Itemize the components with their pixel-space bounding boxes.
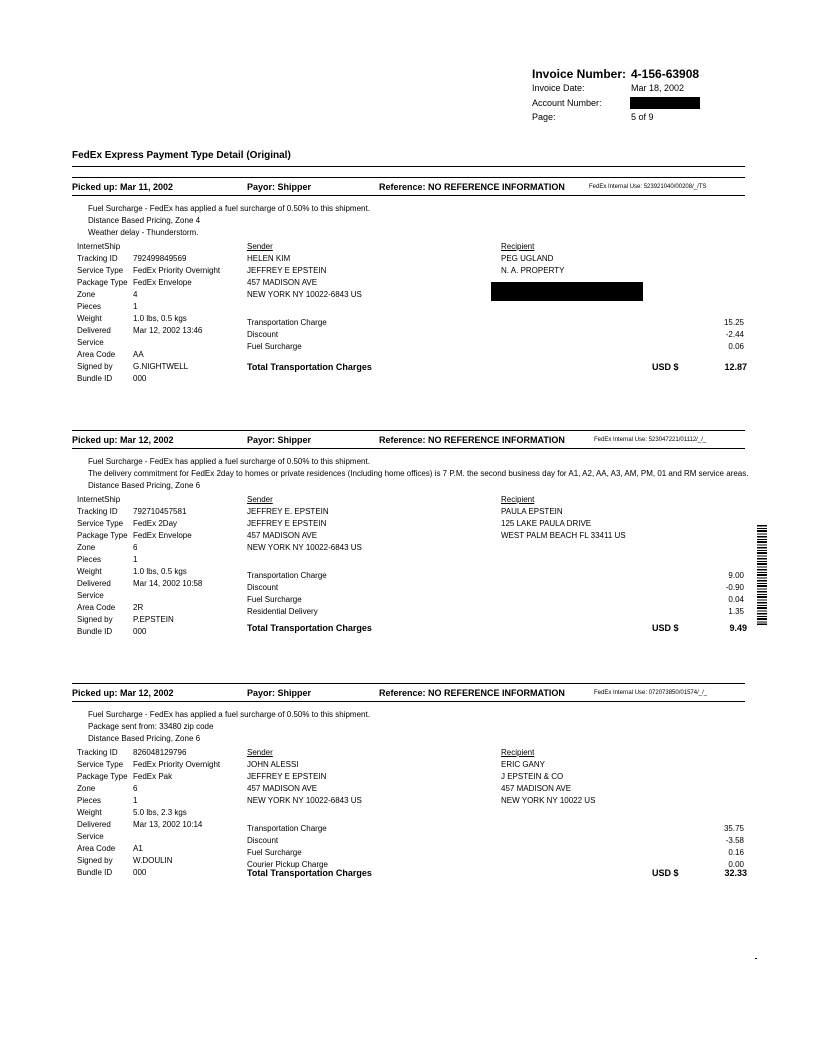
total-amount: 32.33	[724, 868, 747, 878]
charge-amount: 0.04	[728, 595, 744, 604]
detail-label: Weight	[77, 567, 102, 576]
shipment-note: Distance Based Pricing, Zone 6	[88, 481, 201, 490]
shipment-note: Distance Based Pricing, Zone 4	[88, 216, 201, 225]
charge-label: Discount	[247, 330, 279, 339]
charge-label: Discount	[247, 836, 279, 845]
currency: USD $	[652, 623, 679, 633]
detail-label: Delivered	[77, 820, 111, 829]
sender-label: Sender	[247, 748, 273, 757]
sender-line: 457 MADISON AVE	[247, 278, 318, 287]
charge-amount: 0.16	[728, 848, 744, 857]
internal-use: FedEx Internal Use: 072073850/01574/_/_	[594, 690, 708, 696]
page-number: 5 of 9	[631, 112, 654, 122]
detail-label: Package Type	[77, 278, 128, 287]
detail-label: InternetShip	[77, 495, 121, 504]
charge-amount: 1.35	[728, 607, 744, 616]
detail-label: Bundle ID	[77, 374, 113, 383]
detail-value: FedEx Envelope	[133, 278, 192, 287]
recipient-line: PEG UGLAND	[501, 254, 554, 263]
detail-value: FedEx 2Day	[133, 519, 178, 528]
detail-label: Signed by	[77, 615, 113, 624]
picked-up-date: Picked up: Mar 12, 2002	[72, 435, 174, 445]
detail-value: FedEx Priority Overnight	[133, 266, 221, 275]
sender-line: NEW YORK NY 10022-6843 US	[247, 543, 362, 552]
detail-label: Service Type	[77, 760, 124, 769]
sender-line: NEW YORK NY 10022-6843 US	[247, 290, 362, 299]
invoice-number-label: Invoice Number:	[532, 67, 627, 81]
sender-line: HELEN KIM	[247, 254, 291, 263]
shipment-note: The delivery commitment for FedEx 2day to homes or private residences (Including home offices) is 7 P.M. the second business day for A1, A2, AA, A3, AM, PM, 01 and RM service areas.	[88, 469, 749, 478]
reference: Reference: NO REFERENCE INFORMATION	[379, 182, 565, 192]
detail-value: 4	[133, 290, 138, 299]
recipient-line: 457 MADISON AVE	[501, 784, 572, 793]
total-label: Total Transportation Charges	[247, 868, 372, 878]
recipient-line: J EPSTEIN & CO	[501, 772, 564, 781]
shipment-note: Distance Based Pricing, Zone 6	[88, 734, 201, 743]
charge-amount: 35.75	[723, 824, 744, 833]
detail-value: FedEx Priority Overnight	[133, 760, 221, 769]
detail-label: Zone	[77, 784, 96, 793]
section-divider	[72, 683, 745, 684]
charge-amount: 0.06	[728, 342, 744, 351]
invoice-date: Mar 18, 2002	[631, 83, 685, 93]
sender-line: JEFFREY E. EPSTEIN	[247, 507, 329, 516]
shipment-note: Fuel Surcharge - FedEx has applied a fuel surcharge of 0.50% to this shipment.	[88, 710, 370, 719]
detail-value: Mar 14, 2002 10:58	[133, 579, 203, 588]
recipient-label: Recipient	[501, 495, 535, 504]
detail-label: Bundle ID	[77, 868, 113, 877]
detail-value: Mar 12, 2002 13:46	[133, 326, 203, 335]
detail-label: Pieces	[77, 555, 102, 564]
detail-label: Pieces	[77, 796, 102, 805]
sender-line: JOHN ALESSI	[247, 760, 299, 769]
sender-line: 457 MADISON AVE	[247, 784, 318, 793]
sender-line: JEFFREY E EPSTEIN	[247, 266, 327, 275]
detail-value: 6	[133, 543, 138, 552]
detail-value: 1	[133, 555, 138, 564]
shipment-note: Package sent from: 33480 zip code	[88, 722, 214, 731]
detail-value: FedEx Pak	[133, 772, 173, 781]
invoice-date-label: Invoice Date:	[532, 83, 585, 93]
reference: Reference: NO REFERENCE INFORMATION	[379, 435, 565, 445]
payor: Payor: Shipper	[247, 688, 312, 698]
detail-label: Signed by	[77, 856, 113, 865]
sender-label: Sender	[247, 495, 273, 504]
detail-label: Area Code	[77, 844, 116, 853]
detail-value: 6	[133, 784, 138, 793]
shipment-note: Fuel Surcharge - FedEx has applied a fuel surcharge of 0.50% to this shipment.	[88, 204, 370, 213]
barcode-icon	[757, 525, 767, 625]
detail-value: 000	[133, 627, 147, 636]
charge-amount: 9.00	[728, 571, 744, 580]
sender-line: 457 MADISON AVE	[247, 531, 318, 540]
detail-value: W.DOULIN	[133, 856, 173, 865]
detail-value: 1.0 lbs, 0.5 kgs	[133, 314, 187, 323]
recipient-label: Recipient	[501, 242, 535, 251]
charge-amount: 15.25	[723, 318, 744, 327]
recipient-line: N. A. PROPERTY	[501, 266, 565, 275]
charge-label: Fuel Surcharge	[247, 342, 302, 351]
detail-value: 826048129796	[133, 748, 187, 757]
sender-line: JEFFREY E EPSTEIN	[247, 519, 327, 528]
recipient-line: PAULA EPSTEIN	[501, 507, 563, 516]
charge-label: Discount	[247, 583, 279, 592]
shipment-note: Weather delay - Thunderstorm.	[88, 228, 199, 237]
detail-label: Service	[77, 338, 104, 347]
detail-value: 1	[133, 302, 138, 311]
picked-up-date: Picked up: Mar 11, 2002	[72, 182, 174, 192]
shipment-divider	[72, 701, 745, 702]
total-amount: 12.87	[724, 362, 747, 372]
charge-amount: -3.58	[725, 836, 744, 845]
detail-label: Zone	[77, 290, 96, 299]
section-divider	[72, 177, 745, 178]
charge-amount: 0.00	[728, 860, 744, 869]
detail-value: 1	[133, 796, 138, 805]
detail-value: P.EPSTEIN	[133, 615, 174, 624]
detail-value: FedEx Envelope	[133, 531, 192, 540]
sender-line: NEW YORK NY 10022-6843 US	[247, 796, 362, 805]
charge-label: Residential Delivery	[247, 607, 318, 616]
detail-value: 5.0 lbs, 2.3 kgs	[133, 808, 187, 817]
detail-label: Delivered	[77, 326, 111, 335]
invoice-number: 4-156-63908	[631, 67, 700, 81]
detail-value: 2R	[133, 603, 144, 612]
charge-label: Fuel Surcharge	[247, 595, 302, 604]
detail-value: 000	[133, 868, 147, 877]
detail-label: Service Type	[77, 266, 124, 275]
detail-value: G.NIGHTWELL	[133, 362, 189, 371]
shipment-divider	[72, 448, 745, 449]
document-title: FedEx Express Payment Type Detail (Original)	[72, 150, 291, 161]
payor: Payor: Shipper	[247, 435, 312, 445]
charge-amount: -2.44	[725, 330, 744, 339]
charge-label: Fuel Surcharge	[247, 848, 302, 857]
internal-use: FedEx Internal Use: 523047221/01112/_/_	[594, 437, 707, 443]
detail-label: Service	[77, 832, 104, 841]
recipient-label: Recipient	[501, 748, 535, 757]
page-label: Page:	[532, 112, 556, 122]
detail-label: Area Code	[77, 350, 116, 359]
currency: USD $	[652, 868, 679, 878]
detail-label: Area Code	[77, 603, 116, 612]
detail-value: 792499849569	[133, 254, 187, 263]
reference: Reference: NO REFERENCE INFORMATION	[379, 688, 565, 698]
detail-label: Tracking ID	[77, 254, 118, 263]
charge-label: Transportation Charge	[247, 318, 327, 327]
detail-label: Package Type	[77, 531, 128, 540]
detail-label: Delivered	[77, 579, 111, 588]
detail-value: Mar 13, 2002 10:14	[133, 820, 203, 829]
currency: USD $	[652, 362, 679, 372]
section-divider	[72, 430, 745, 431]
detail-label: Weight	[77, 808, 102, 817]
total-amount: 9.49	[729, 623, 747, 633]
detail-label: Pieces	[77, 302, 102, 311]
recipient-line: NEW YORK NY 10022 US	[501, 796, 596, 805]
internal-use: FedEx Internal Use: 523921040/00208/_/TS	[589, 184, 707, 190]
detail-label: InternetShip	[77, 242, 121, 251]
account-number-label: Account Number:	[532, 98, 602, 108]
charge-label: Transportation Charge	[247, 824, 327, 833]
detail-label: Tracking ID	[77, 748, 118, 757]
recipient-line: WEST PALM BEACH FL 33411 US	[501, 531, 626, 540]
charge-amount: -0.90	[725, 583, 744, 592]
payor: Payor: Shipper	[247, 182, 312, 192]
detail-label: Weight	[77, 314, 102, 323]
sender-label: Sender	[247, 242, 273, 251]
detail-value: 000	[133, 374, 147, 383]
detail-label: Package Type	[77, 772, 128, 781]
detail-label: Service Type	[77, 519, 124, 528]
detail-label: Signed by	[77, 362, 113, 371]
shipment-note: Fuel Surcharge - FedEx has applied a fuel surcharge of 0.50% to this shipment.	[88, 457, 370, 466]
detail-label: Tracking ID	[77, 507, 118, 516]
charge-label: Courier Pickup Charge	[247, 860, 328, 869]
detail-value: 792710457581	[133, 507, 187, 516]
sender-line: JEFFREY E EPSTEIN	[247, 772, 327, 781]
detail-label: Zone	[77, 543, 96, 552]
detail-value: A1	[133, 844, 143, 853]
page-mark	[755, 958, 757, 959]
detail-value: AA	[133, 350, 144, 359]
redaction-box	[491, 282, 643, 301]
total-label: Total Transportation Charges	[247, 362, 372, 372]
recipient-line: 125 LAKE PAULA DRIVE	[501, 519, 592, 528]
picked-up-date: Picked up: Mar 12, 2002	[72, 688, 174, 698]
total-label: Total Transportation Charges	[247, 623, 372, 633]
charge-label: Transportation Charge	[247, 571, 327, 580]
detail-value: 1.0 lbs, 0.5 kgs	[133, 567, 187, 576]
recipient-line: ERIC GANY	[501, 760, 546, 769]
detail-label: Bundle ID	[77, 627, 113, 636]
detail-label: Service	[77, 591, 104, 600]
